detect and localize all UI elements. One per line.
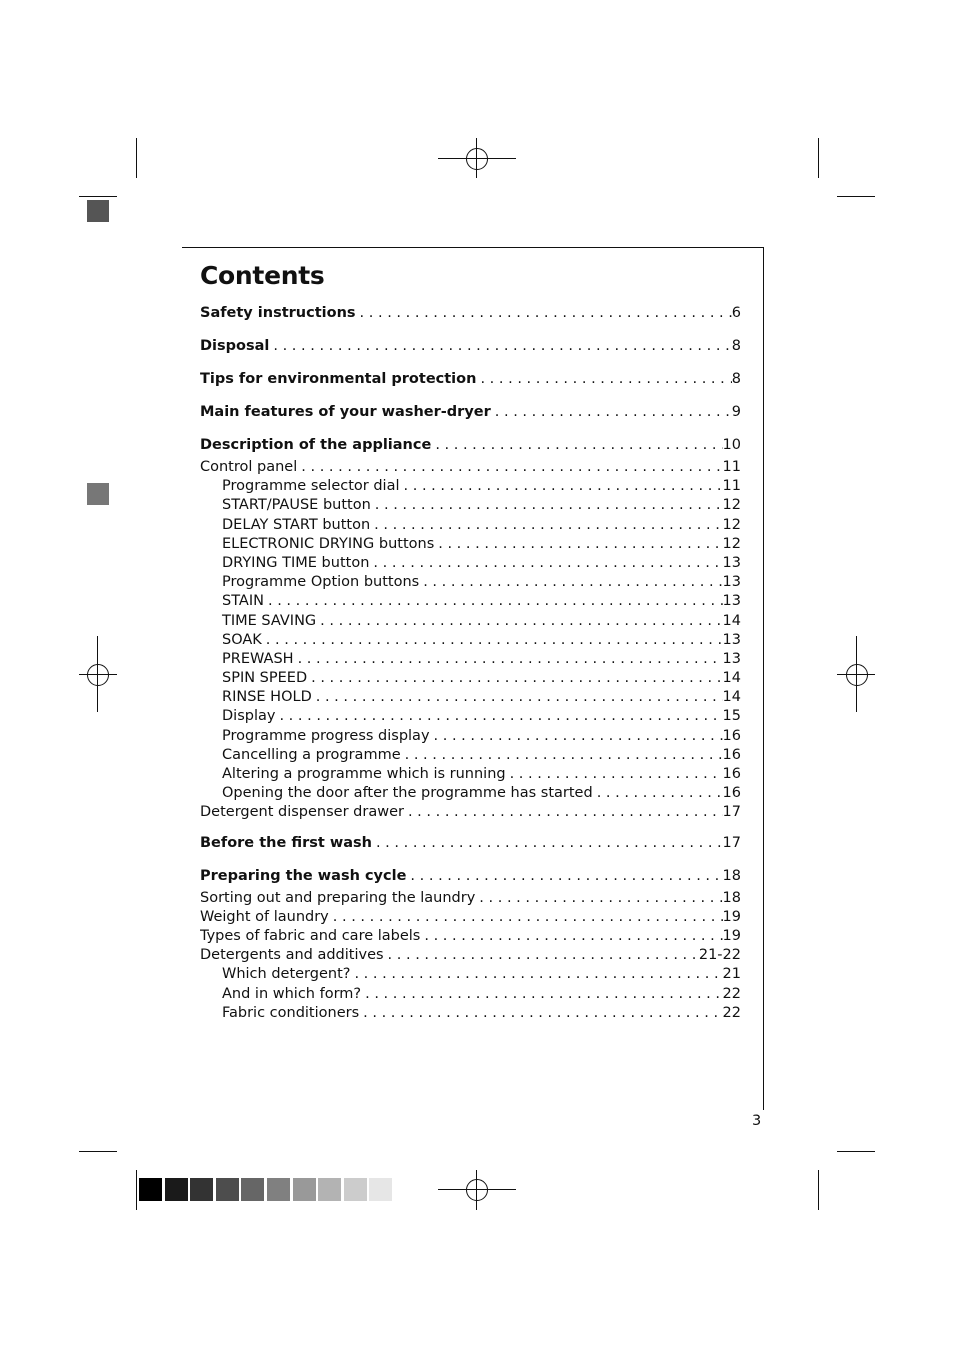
toc-entry-page: 12 [722,516,741,533]
toc-entry[interactable] [200,746,741,765]
grayscale-swatch [241,1178,264,1201]
table-of-contents [200,256,741,1023]
toc-entry-page: 16 [722,727,741,744]
toc-leader-dots [370,516,722,535]
toc-entry-page: 13 [722,650,741,667]
toc-leader-dots [419,573,722,592]
toc-entry-label: Cancelling a programme [222,746,401,763]
toc-entry[interactable] [200,927,741,946]
toc-entry-page: 11 [722,459,741,475]
toc-entry-label: TIME SAVING [222,612,317,629]
content-frame-top-rule [182,247,764,248]
toc-entry[interactable] [200,432,741,458]
toc-entry-label: Preparing the wash cycle [200,867,407,884]
toc-entry-label: RINSE HOLD [222,689,312,706]
toc-leader-dots [491,399,732,425]
toc-entry[interactable] [200,477,741,496]
toc-entry-page: 10 [722,437,741,453]
toc-leader-dots [593,784,723,803]
toc-entry[interactable] [200,535,741,554]
toc-entry-page: 6 [731,305,741,321]
toc-entry[interactable] [200,554,741,573]
toc-entry[interactable] [200,784,741,803]
toc-entry-page: 17 [722,834,741,851]
grayscale-swatch [267,1178,290,1201]
registration-target-bottom-circle-icon [466,1179,488,1201]
toc-entry-page: 8 [731,338,741,354]
toc-spacer [200,823,741,830]
toc-entry-label: Programme Option buttons [222,574,420,591]
toc-leader-dots [506,765,723,784]
crop-mark-top-right-horizontal [837,196,875,197]
toc-leader-dots [434,535,722,554]
toc-leader-dots [401,746,723,765]
toc-leader-dots [371,496,723,515]
toc-entry-label: Sorting out and preparing the laundry [200,889,476,906]
toc-entry-page: 9 [731,404,741,420]
crop-mark-bottom-left-horizontal [79,1151,117,1152]
toc-entry-label: Description of the appliance [200,437,432,453]
toc-entry-page: 16 [722,785,741,802]
toc-entry[interactable] [200,300,741,326]
toc-entry-label: Which detergent? [222,966,351,983]
toc-entry[interactable] [200,631,741,650]
toc-leader-dots [269,333,731,359]
toc-entry-label: Control panel [200,459,298,475]
side-marker-middle [87,483,109,505]
grayscale-swatch [344,1178,367,1201]
toc-entry-label: SOAK [222,631,262,648]
toc-entry-page: 12 [722,497,741,514]
grayscale-swatch [293,1178,316,1201]
toc-leader-dots [361,985,722,1004]
toc-entry-label: Types of fabric and care labels [200,927,421,944]
toc-leader-dots [430,727,723,746]
toc-spacer [200,326,741,333]
toc-entry-page: 13 [722,574,741,591]
content-frame-right-rule [763,247,764,1110]
toc-leader-dots [359,1004,722,1023]
toc-entry[interactable] [200,573,741,592]
toc-list [200,300,741,1023]
toc-entry-label: STAIN [222,593,264,610]
toc-entry-page: 22 [722,985,741,1002]
toc-entry-label: Programme progress display [222,727,430,744]
toc-entry-page: 14 [722,670,741,687]
toc-entry[interactable] [200,496,741,515]
toc-entry-page: 16 [722,766,741,782]
toc-entry[interactable] [200,830,741,856]
toc-leader-dots [264,592,723,611]
toc-leader-dots [350,965,722,984]
toc-entry-label: Fabric conditioners [222,1004,360,1021]
toc-entry-label: Altering a programme which is running [222,766,506,782]
toc-entry-page: 13 [722,593,741,610]
toc-entry-label: SPIN SPEED [222,670,308,687]
toc-leader-dots [476,366,731,392]
crop-mark-bottom-right-horizontal [837,1151,875,1152]
toc-entry-label: Before the first wash [200,834,372,851]
toc-entry-page: 15 [722,708,741,725]
toc-leader-dots [475,889,722,908]
toc-leader-dots [294,650,723,669]
toc-leader-dots [404,803,723,822]
crop-mark-top-left-horizontal [79,196,117,197]
crop-mark-top-right-vertical [818,138,819,178]
toc-entry[interactable] [200,333,741,359]
toc-entry[interactable] [200,399,741,425]
toc-entry[interactable] [200,688,741,707]
toc-leader-dots [372,830,723,856]
toc-entry-label: DRYING TIME button [222,554,370,571]
toc-entry-page: 14 [722,689,741,706]
toc-entry-label: Weight of laundry [200,908,329,925]
crop-mark-top-left-vertical [136,138,137,178]
toc-leader-dots [262,631,723,650]
toc-entry[interactable] [200,946,741,965]
grayscale-swatch [318,1178,341,1201]
toc-entry[interactable] [200,863,741,889]
toc-entry[interactable] [200,803,741,822]
grayscale-swatch [369,1178,392,1201]
toc-spacer [200,425,741,432]
toc-leader-dots [369,554,722,573]
page-number: 3 [752,1113,762,1129]
toc-leader-dots [384,946,699,965]
toc-leader-dots [312,688,723,707]
toc-entry-label: Safety instructions [200,305,356,321]
toc-entry-label: Detergent dispenser drawer [200,804,404,821]
toc-entry[interactable] [200,669,741,688]
toc-entry-label: PREWASH [222,650,294,667]
toc-leader-dots [307,669,722,688]
toc-entry-page: 14 [722,612,741,629]
toc-leader-dots [297,458,722,477]
toc-entry[interactable] [200,366,741,392]
toc-leader-dots [275,707,722,726]
toc-entry[interactable] [200,707,741,726]
toc-entry-label: And in which form? [222,985,362,1002]
toc-entry-page: 11 [722,478,741,495]
toc-entry-label: START/PAUSE button [222,497,371,514]
toc-entry-page: 8 [731,371,741,387]
toc-leader-dots [316,612,722,631]
side-marker-top [87,200,109,222]
toc-entry-label: Disposal [200,338,270,354]
toc-entry[interactable] [200,965,741,984]
crop-mark-bottom-left-vertical [136,1170,137,1210]
toc-entry[interactable] [200,765,741,784]
toc-entry-label: DELAY START button [222,516,371,533]
toc-entry-label: Opening the door after the programme has started [222,785,593,802]
toc-entry-label: Display [222,708,276,725]
toc-spacer [200,392,741,399]
toc-entry-page: 18 [722,889,741,906]
toc-entry-page: 12 [722,535,741,552]
toc-entry[interactable] [200,908,741,927]
toc-entry[interactable] [200,650,741,669]
toc-entry[interactable] [200,458,741,477]
toc-entry-page: 21-22 [698,947,741,964]
toc-leader-dots [356,300,732,326]
grayscale-swatch [139,1178,162,1201]
registration-target-right-circle-icon [846,664,868,686]
toc-entry-page: 21 [722,966,741,983]
crop-mark-bottom-right-vertical [818,1170,819,1210]
registration-target-left-circle-icon [87,664,109,686]
toc-entry[interactable] [200,727,741,746]
grayscale-swatch [216,1178,239,1201]
toc-entry-label: Detergents and additives [200,947,384,964]
toc-entry-page: 13 [722,631,741,648]
toc-entry-page: 13 [722,554,741,571]
toc-entry-page: 19 [722,908,741,925]
toc-entry-page: 18 [722,867,741,884]
toc-leader-dots [431,432,722,458]
page-title: Contents [200,261,325,290]
toc-entry[interactable] [200,1004,741,1023]
toc-entry[interactable] [200,516,741,535]
toc-entry-page: 17 [722,804,741,821]
toc-entry-page: 19 [722,927,741,944]
toc-entry-label: Programme selector dial [222,478,400,495]
toc-entry[interactable] [200,592,741,611]
toc-entry-page: 16 [722,746,741,763]
grayscale-swatch [190,1178,213,1201]
toc-entry-page: 22 [722,1004,741,1021]
toc-leader-dots [420,927,722,946]
toc-leader-dots [329,908,723,927]
grayscale-color-bar [139,1178,395,1201]
toc-entry[interactable] [200,889,741,908]
toc-entry-label: ELECTRONIC DRYING buttons [222,535,435,552]
toc-entry-label: Main features of your washer-dryer [200,404,491,420]
toc-leader-dots [400,477,723,496]
toc-leader-dots [406,863,722,889]
toc-entry[interactable] [200,985,741,1004]
toc-entry-label: Tips for environmental protection [200,371,477,387]
registration-target-top-circle-icon [466,148,488,170]
toc-spacer [200,359,741,366]
toc-entry[interactable] [200,612,741,631]
grayscale-swatch [165,1178,188,1201]
toc-spacer [200,856,741,863]
